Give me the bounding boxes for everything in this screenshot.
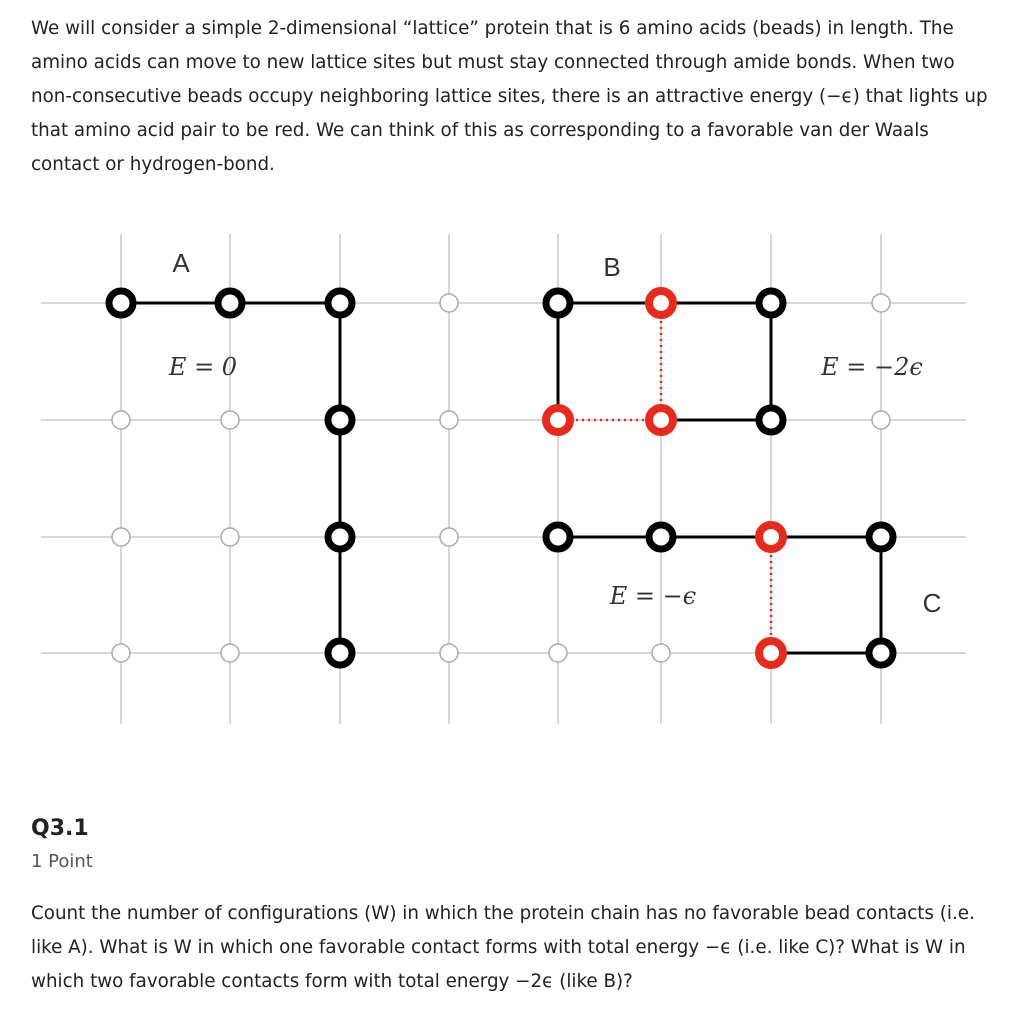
empty-sites: [112, 294, 890, 662]
config-label-a: A: [172, 248, 190, 278]
bead: [546, 291, 570, 315]
bead: [328, 291, 352, 315]
energy-label-b: E = −2ϵ: [821, 353, 923, 381]
intro-paragraph: We will consider a simple 2-dimensional “lattice” protein that is 6 amino acids (beads) in length. The amino acids can move to new lattice sites but must stay connected through amide bonds. When two non-consecutive beads occupy neighboring lattice sites, there is an attractive energy (−ϵ) that lights up that amino acid pair to be red. We can think of this as corresponding to a favorable van der Waals contact or hydrogen-bond.: [31, 18, 988, 175]
bead: [759, 408, 783, 432]
contact-bead: [546, 408, 570, 432]
energy-label-a: E = 0: [168, 353, 238, 381]
empty-site: [440, 528, 458, 546]
bead: [109, 291, 133, 315]
chain-b-beads: [546, 291, 783, 432]
contact-bead: [759, 641, 783, 665]
empty-site: [872, 411, 890, 429]
empty-site: [440, 411, 458, 429]
bead: [328, 525, 352, 549]
lattice-protein-figure: [31, 216, 974, 735]
empty-site: [112, 644, 130, 662]
config-label-c: C: [922, 588, 942, 618]
empty-site: [652, 644, 670, 662]
bead: [649, 525, 673, 549]
bead: [759, 291, 783, 315]
lattice-diagram: [31, 216, 974, 735]
bead: [328, 641, 352, 665]
bead: [218, 291, 242, 315]
empty-site: [440, 294, 458, 312]
contact-bead: [649, 291, 673, 315]
config-label-b: B: [603, 252, 621, 282]
energy-label-c: E = −ϵ: [609, 582, 697, 610]
bead: [546, 525, 570, 549]
bead: [869, 525, 893, 549]
question-text: Count the number of configurations (W) in which the protein chain has no favorable bead contacts (i.e. like A). What is W in which one favorable contact forms with total energy −ϵ (i.e. like C)? What is W in which two favorable contacts form with total energy −2ϵ (like B)?: [31, 903, 975, 992]
chain-c-bonds: [558, 537, 881, 653]
question-title: Q3.1: [31, 816, 89, 841]
bead: [328, 408, 352, 432]
empty-site: [112, 411, 130, 429]
chain-c-beads: [546, 525, 893, 665]
contact-bead: [759, 525, 783, 549]
chain-b-bonds: [558, 303, 771, 420]
empty-site: [221, 411, 239, 429]
empty-site: [872, 294, 890, 312]
empty-site: [112, 528, 130, 546]
empty-site: [440, 644, 458, 662]
bead: [869, 641, 893, 665]
contact-bead: [649, 408, 673, 432]
question-points: 1 Point: [31, 851, 93, 872]
empty-site: [221, 644, 239, 662]
lattice-grid: [41, 234, 966, 724]
empty-site: [221, 528, 239, 546]
empty-site: [549, 644, 567, 662]
